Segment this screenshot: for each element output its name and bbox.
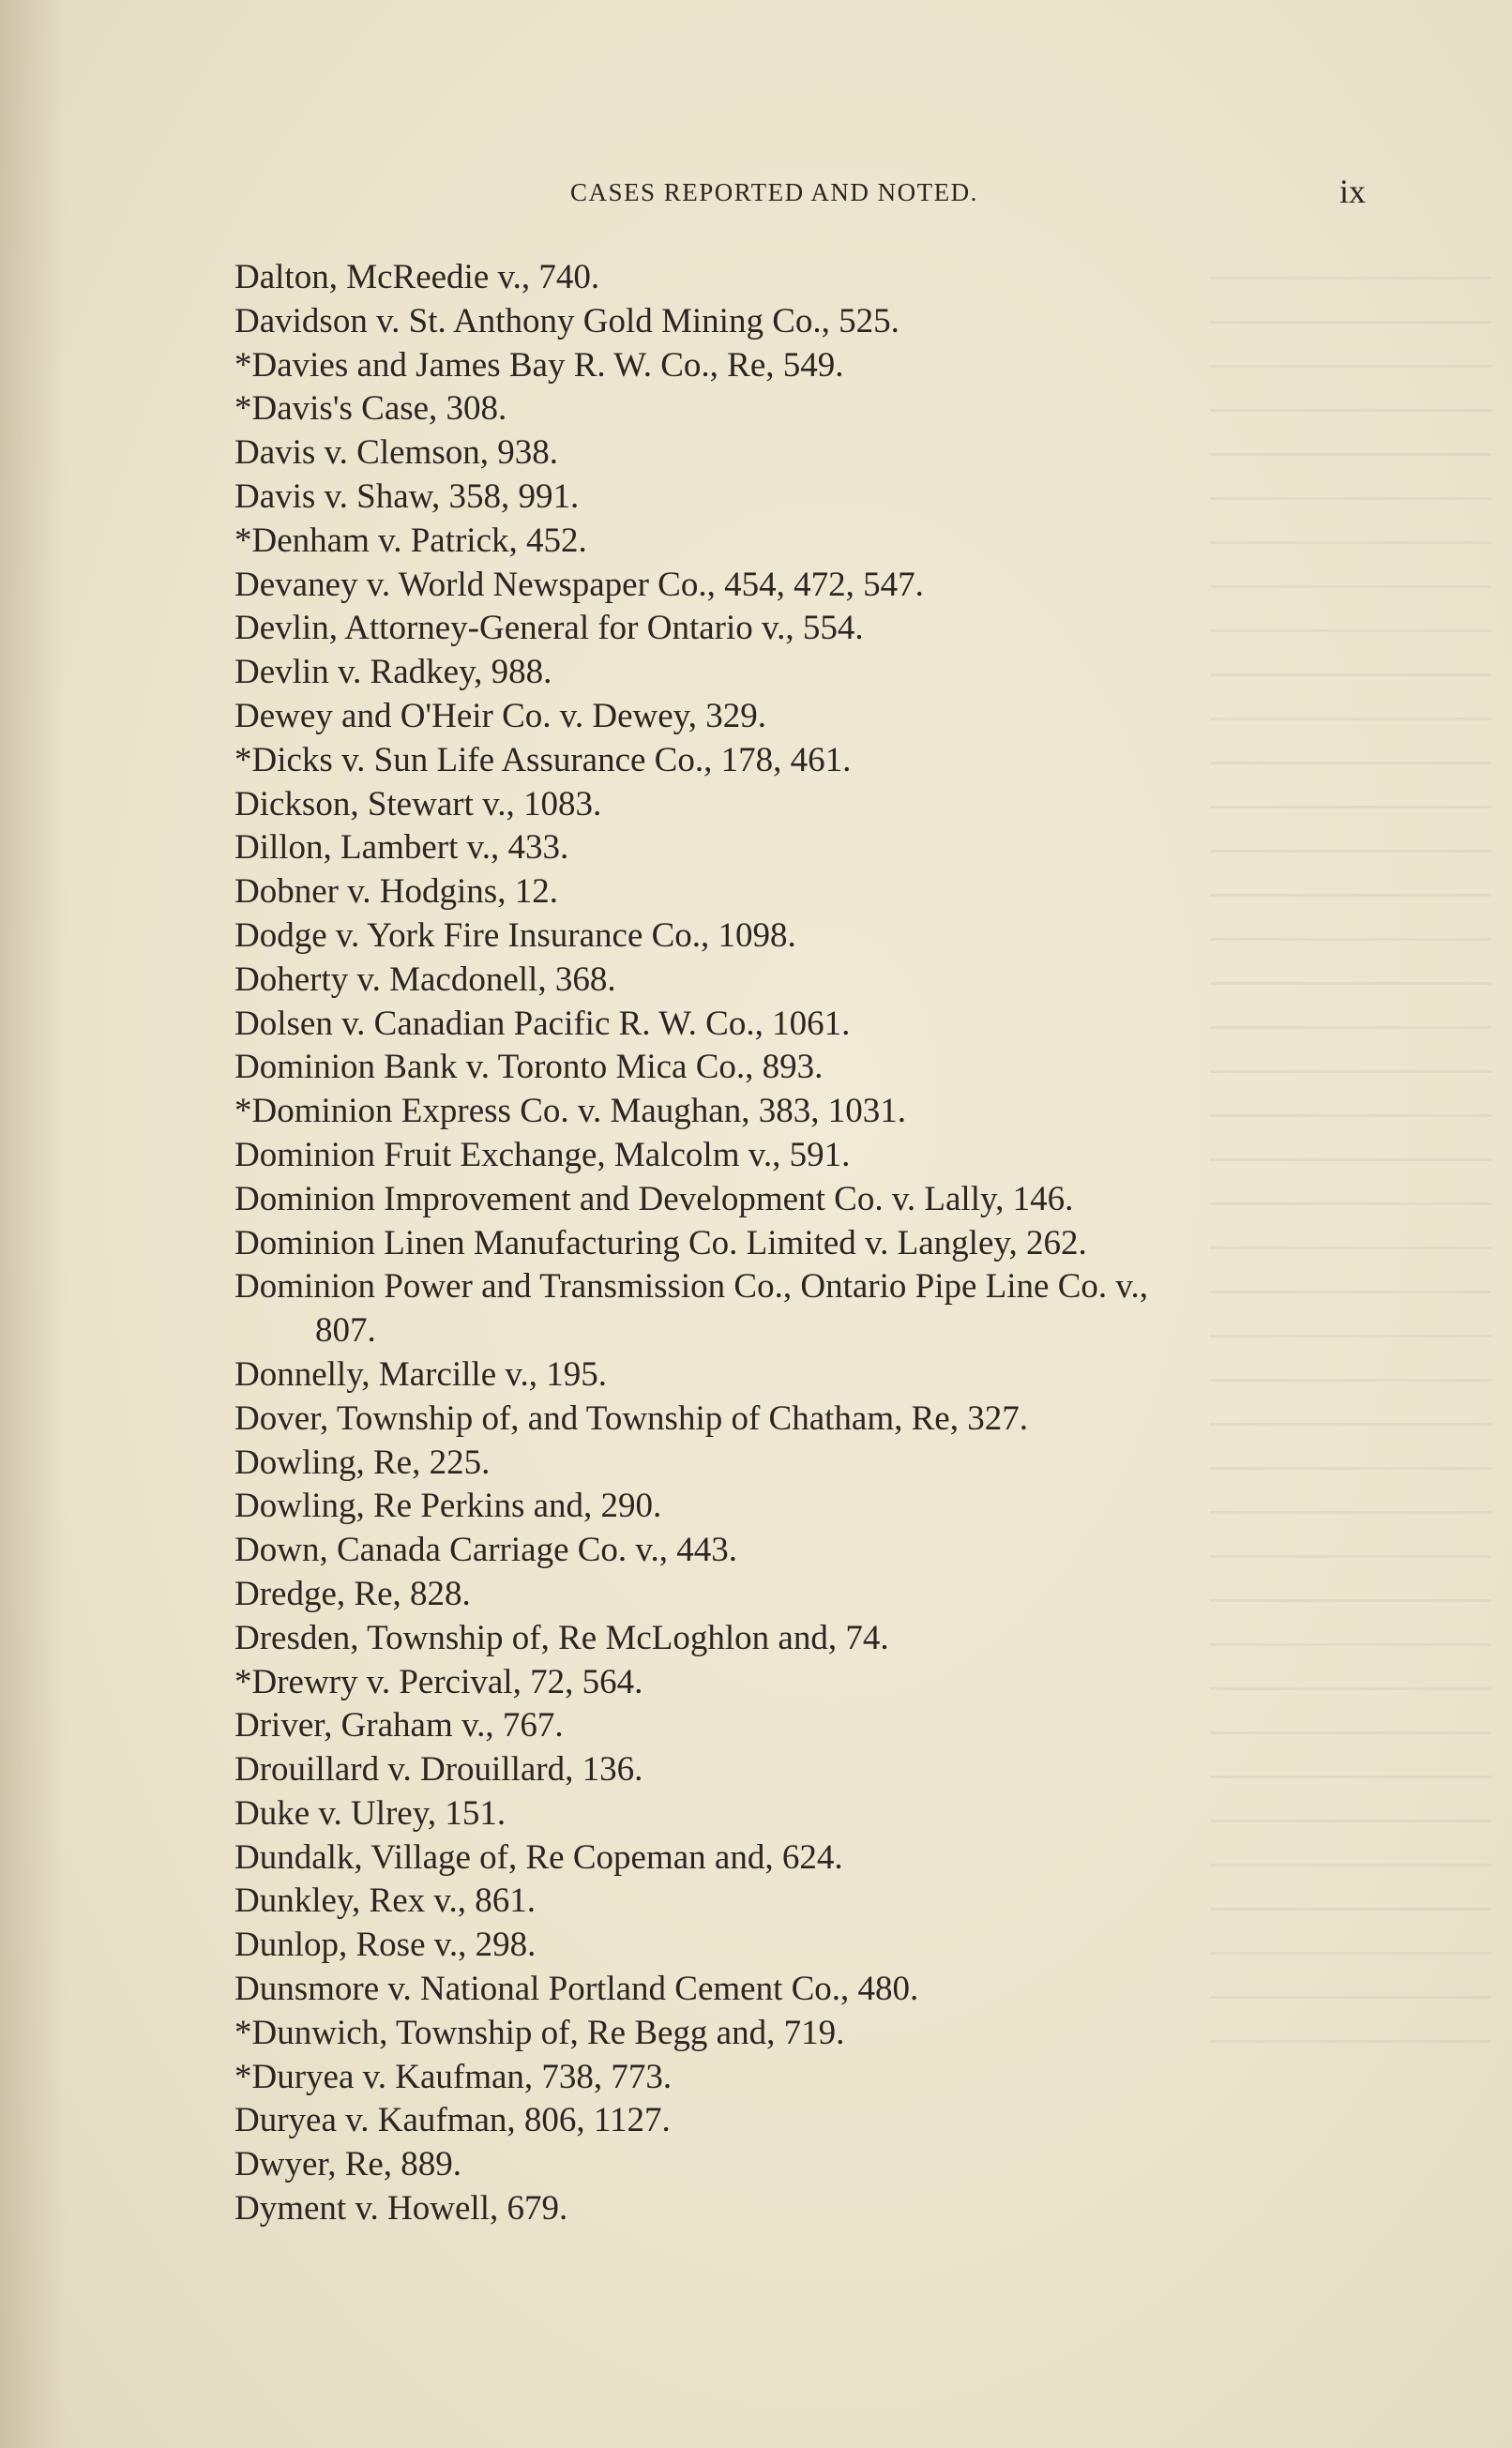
case-entry: Dickson, Stewart v., 1083. <box>234 784 602 824</box>
case-entry: Dresden, Township of, Re McLoghlon and, 74. <box>234 1618 889 1657</box>
case-entry: *Dunwich, Township of, Re Begg and, 719. <box>234 2013 845 2052</box>
case-entry: *Duryea v. Kaufman, 738, 773. <box>234 2057 673 2096</box>
case-entry: *Dominion Express Co. v. Maughan, 383, 1031. <box>234 1092 906 1131</box>
case-entry: Dolsen v. Canadian Pacific R. W. Co., 1061. <box>234 1004 851 1043</box>
case-entry: Dowling, Re, 225. <box>234 1443 491 1482</box>
case-entry: Dominion Power and Transmission Co., Ontario Pipe Line Co. v., <box>234 1267 1148 1307</box>
case-entry: Dillon, Lambert v., 433. <box>234 828 569 868</box>
case-entry: Dalton, McReedie v., 740. <box>234 258 600 296</box>
case-entry: Devaney v. World Newspaper Co., 454, 472, 547. <box>234 565 924 604</box>
case-entry: Dominion Improvement and Development Co. v. Lally, 146. <box>234 1179 1074 1218</box>
case-entry: Dredge, Re, 828. <box>234 1574 471 1613</box>
case-entry: *Drewry v. Percival, 72, 564. <box>234 1662 643 1701</box>
case-entry: Davis v. Shaw, 358, 991. <box>234 476 580 516</box>
case-entry: Duryea v. Kaufman, 806, 1127. <box>234 2101 671 2140</box>
case-entry: *Davis's Case, 308. <box>234 389 507 429</box>
case-entry: Donnelly, Marcille v., 195. <box>234 1354 607 1394</box>
case-entry: Dunlop, Rose v., 298. <box>234 1926 537 1965</box>
case-entry: Dwyer, Re, 889. <box>234 2145 462 2184</box>
case-entry: Dyment v. Howell, 679. <box>234 2189 568 2229</box>
case-entry: Devlin, Attorney-General for Ontario v., 554. <box>234 609 864 648</box>
case-entry: Dowling, Re Perkins and, 290. <box>234 1487 662 1526</box>
case-entry: Down, Canada Carriage Co. v., 443. <box>234 1531 738 1570</box>
case-entry: Doherty v. Macdonell, 368. <box>234 960 616 999</box>
case-entry: Driver, Graham v., 767. <box>234 1706 564 1745</box>
case-entry: Dodge v. York Fire Insurance Co., 1098. <box>234 915 796 955</box>
case-entry: Dominion Bank v. Toronto Mica Co., 893. <box>234 1048 824 1087</box>
case-entry-continuation: 807. <box>315 1311 376 1351</box>
case-entry: Davidson v. St. Anthony Gold Mining Co., 525. <box>234 301 900 340</box>
case-entry: Dunkley, Rex v., 861. <box>234 1881 536 1921</box>
running-head: CASES REPORTED AND NOTED. <box>570 178 978 206</box>
case-entry: Drouillard v. Drouillard, 136. <box>234 1750 643 1790</box>
case-entry: *Davies and James Bay R. W. Co., Re, 549. <box>234 345 844 385</box>
case-entry: Davis v. Clemson, 938. <box>234 433 558 473</box>
case-entry: Dobner v. Hodgins, 12. <box>234 872 558 912</box>
case-entry: Dominion Fruit Exchange, Malcolm v., 591. <box>234 1135 851 1174</box>
case-entry: Dominion Linen Manufacturing Co. Limited v. Langley, 262. <box>234 1223 1087 1262</box>
case-entry: Devlin v. Radkey, 988. <box>234 653 552 692</box>
case-index-list <box>234 256 1398 2231</box>
case-entry: Dunsmore v. National Portland Cement Co., 480. <box>234 1970 919 2009</box>
case-entry: *Dicks v. Sun Life Assurance Co., 178, 461. <box>234 740 852 779</box>
spine-shadow <box>0 0 66 2448</box>
case-entry: *Denham v. Patrick, 452. <box>234 521 587 560</box>
case-entry: Duke v. Ulrey, 151. <box>234 1793 507 1833</box>
case-entry: Dewey and O'Heir Co. v. Dewey, 329. <box>234 696 766 735</box>
page-number: ix <box>1339 173 1367 210</box>
case-entry: Dover, Township of, and Township of Chatham, Re, 327. <box>234 1398 1028 1438</box>
case-entry: Dundalk, Village of, Re Copeman and, 624. <box>234 1837 843 1877</box>
